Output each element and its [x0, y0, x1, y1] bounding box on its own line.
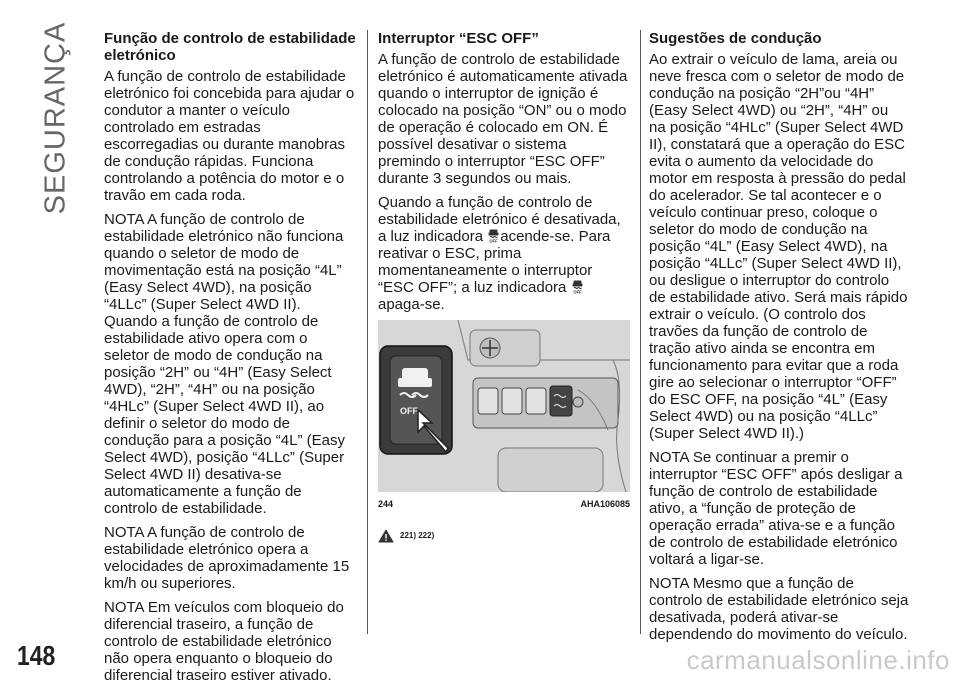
paragraph: Ao extrair o veículo de lama, areia ou neve fresca com o seletor de modo de condução na posição “2H”ou “4H” (Easy Select 4WD) ou “2H”, “4H” ou na posição “4HLc” (Super Select 4WD II), constatará que a operação do ESC evita o aumento da velocidade do motor em resposta à pressão do pedal do acelerador. Se tal acontecer e o veículo continuar preso, coloque o seletor do modo de condução na posição “4L” (Easy Select 4WD), na posição “4LLc” (Super Select 4WD II), ou desligue o interruptor do controlo de estabilidade ativo. Será mais rápido extrair o veículo. (O controlo dos travões da função de controlo de tração ativo ainda se encontra em funcionamento para evitar que a roda gire ao selecionar o interruptor “OFF” do ESC OFF, na posição “4L” (Easy Select 4WD) ou na posição “4LLc” (Super Select 4WD II).): [649, 51, 908, 442]
esc-heading: Função de controlo de estabilidade eletrónico: [104, 30, 356, 64]
column-driving-tips: [649, 30, 909, 650]
column-esc-description: [104, 30, 356, 691]
driving-tips-heading: Sugestões de condução: [649, 30, 822, 47]
text-run: acende-se. Para reativar o ESC, prima momentaneamente o interruptor “ESC OFF”; a luz indicadora: [378, 228, 611, 296]
figure-off-label: OFF: [400, 406, 418, 416]
column-esc-off-switch: [378, 30, 630, 544]
paragraph: [378, 194, 630, 313]
note-paragraph: NOTA Em veículos com bloqueio do diferencial traseiro, a função de controlo de estabilidade eletrónico não opera enquanto o bloqueio do diferencial traseiro estiver ativado.: [104, 599, 344, 684]
column-divider: [640, 30, 641, 634]
paragraph: A função de controlo de estabilidade eletrónico foi concebida para ajudar o condutor a manter o veículo controlado em estradas escorregadias ou durante manobras de condução rápidas. Funciona controlando a potência do motor e o travão em cada roda.: [104, 68, 355, 204]
esc-off-indicator-icon: [572, 280, 583, 294]
dashboard-illustration: [378, 320, 630, 492]
paragraph: A função de controlo de estabilidade eletrónico é automaticamente ativada quando o interruptor de ignição é colocado na posição “ON” ou o modo de operação é colocado em ON. É possível desativar o sistema premindo o interruptor “ESC OFF” durante 3 segundos ou mais.: [378, 51, 628, 187]
figure-caption: [378, 496, 630, 513]
watermark: carmanualsonline.info: [686, 645, 950, 675]
section-title: SEGURANÇA: [39, 21, 72, 215]
figure-number: 244: [378, 499, 394, 509]
svg-text:OFF: OFF: [489, 238, 498, 243]
warning-references: [378, 527, 630, 544]
text-run: apaga-se.: [378, 296, 445, 313]
note-paragraph: NOTA Mesmo que a função de controlo de estabilidade eletrónico seja desativada, poderá ativar-se dependendo do movimento do veículo.: [649, 575, 909, 643]
note-paragraph: NOTA A função de controlo de estabilidade eletrónico opera a velocidades de aproximadamente 15 km/h ou superiores.: [104, 524, 350, 592]
figure-code: AHA106085: [580, 499, 630, 509]
esc-off-switch-figure: [378, 320, 630, 492]
warning-refs-text: 221) 222): [400, 531, 435, 540]
note-paragraph: NOTA A função de controlo de estabilidade eletrónico não funciona quando o seletor de modo de movimentação está na posição “4L” (Easy Select 4WD), na posição “4LLc” (Super Select 4WD II). Quando a função de controlo de estabilidade ativo opera com o seletor de modo de condução na posição “2H” ou “4H” (Easy Select 4WD), “2H”, “4H” ou na posição “4HLc” (Super Select 4WD II), ao definir o seletor do modo de condução para a posição “4L” (Easy Select 4WD), posição “4LLc” (Super Select 4WD II) desativa-se automaticamente a função de controlo de estabilidade.: [104, 211, 345, 517]
svg-text:OFF: OFF: [572, 289, 582, 294]
esc-off-indicator-icon: [488, 229, 499, 243]
warning-triangle-icon: [378, 529, 394, 543]
page-number: 148: [17, 640, 56, 671]
esc-off-heading: Interruptor “ESC OFF”: [378, 30, 539, 47]
column-divider: [367, 30, 368, 634]
note-paragraph: NOTA Se continuar a premir o interruptor “ESC OFF” após desligar a função de controlo de estabilidade ativo, a “função de proteção de operação errada” ativa-se e a função de controlo de estabilidade eletrónico voltará a ligar-se.: [649, 449, 903, 568]
text-run: Quando a função de controlo de estabilidade eletrónico é desativada, a luz indicadora: [378, 194, 621, 245]
